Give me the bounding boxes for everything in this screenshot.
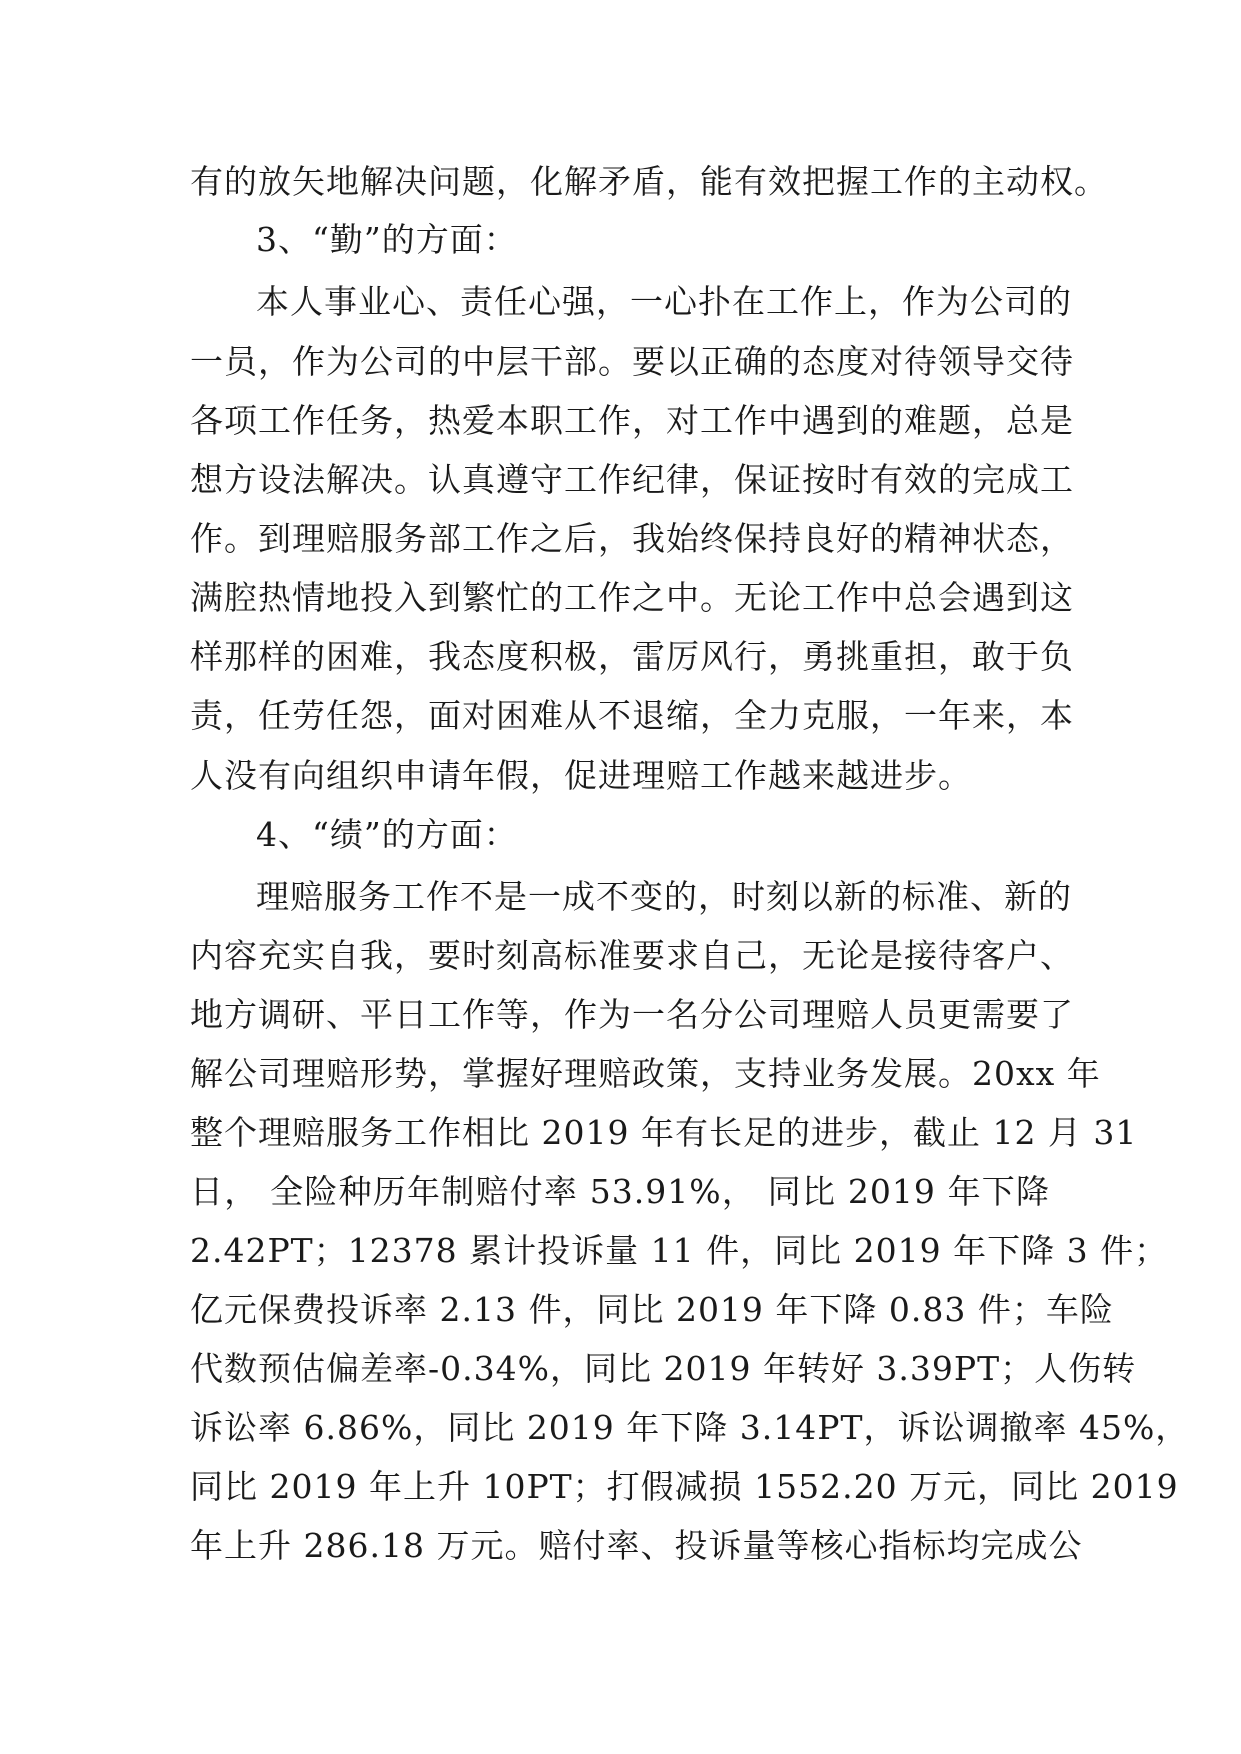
- text-line: 亿元保费投诉率 2.13 件，同比 2019 年下降 0.83 件；车险: [190, 1290, 1114, 1329]
- text-line: 代数预估偏差率-0.34%，同比 2019 年转好 3.39PT；人伤转: [190, 1349, 1137, 1388]
- text-line: 日， 全险种历年制赔付率 53.91%， 同比 2019 年下降: [190, 1172, 1050, 1211]
- text-line: 人没有向组织申请年假，促进理赔工作越来越进步。: [190, 756, 972, 795]
- text-line: 一员，作为公司的中层干部。要以正确的态度对待领导交待: [190, 342, 1074, 381]
- text-line: 内容充实自我，要时刻高标准要求自己，无论是接待客户、: [190, 936, 1074, 975]
- text-line: 作。到理赔服务部工作之后，我始终保持良好的精神状态，: [190, 519, 1074, 558]
- text-line: 本人事业心、责任心强，一心扑在工作上，作为公司的: [256, 282, 1072, 321]
- section-heading-qin: 3、“勤”的方面：: [256, 220, 518, 259]
- text-line: 2.42PT；12378 累计投诉量 11 件，同比 2019 年下降 3 件；: [190, 1231, 1169, 1270]
- text-line: 整个理赔服务工作相比 2019 年有长足的进步，截止 12 月 31: [190, 1113, 1138, 1152]
- text-line: 样那样的困难，我态度积极，雷厉风行，勇挑重担，敢于负: [190, 637, 1074, 676]
- text-line: 诉讼率 6.86%，同比 2019 年下降 3.14PT，诉讼调撤率 45%，: [190, 1408, 1190, 1447]
- text-line: 年上升 286.18 万元。赔付率、投诉量等核心指标均完成公: [190, 1526, 1083, 1565]
- text-line: 各项工作任务，热爱本职工作，对工作中遇到的难题，总是: [190, 401, 1074, 440]
- text-line: 同比 2019 年上升 10PT；打假减损 1552.20 万元，同比 2019: [190, 1467, 1179, 1506]
- text-line: 有的放矢地解决问题，化解矛盾，能有效把握工作的主动权。: [190, 162, 1108, 201]
- section-heading-ji: 4、“绩”的方面：: [256, 815, 518, 854]
- text-line: 地方调研、平日工作等，作为一名分公司理赔人员更需要了: [190, 995, 1074, 1034]
- text-line: 责，任劳任怨，面对困难从不退缩，全力克服，一年来，本: [190, 696, 1074, 735]
- text-line: 理赔服务工作不是一成不变的，时刻以新的标准、新的: [256, 877, 1072, 916]
- text-line: 想方设法解决。认真遵守工作纪律，保证按时有效的完成工: [190, 460, 1074, 499]
- text-line: 满腔热情地投入到繁忙的工作之中。无论工作中总会遇到这: [190, 578, 1074, 617]
- text-line: 解公司理赔形势，掌握好理赔政策，支持业务发展。20xx 年: [190, 1054, 1101, 1093]
